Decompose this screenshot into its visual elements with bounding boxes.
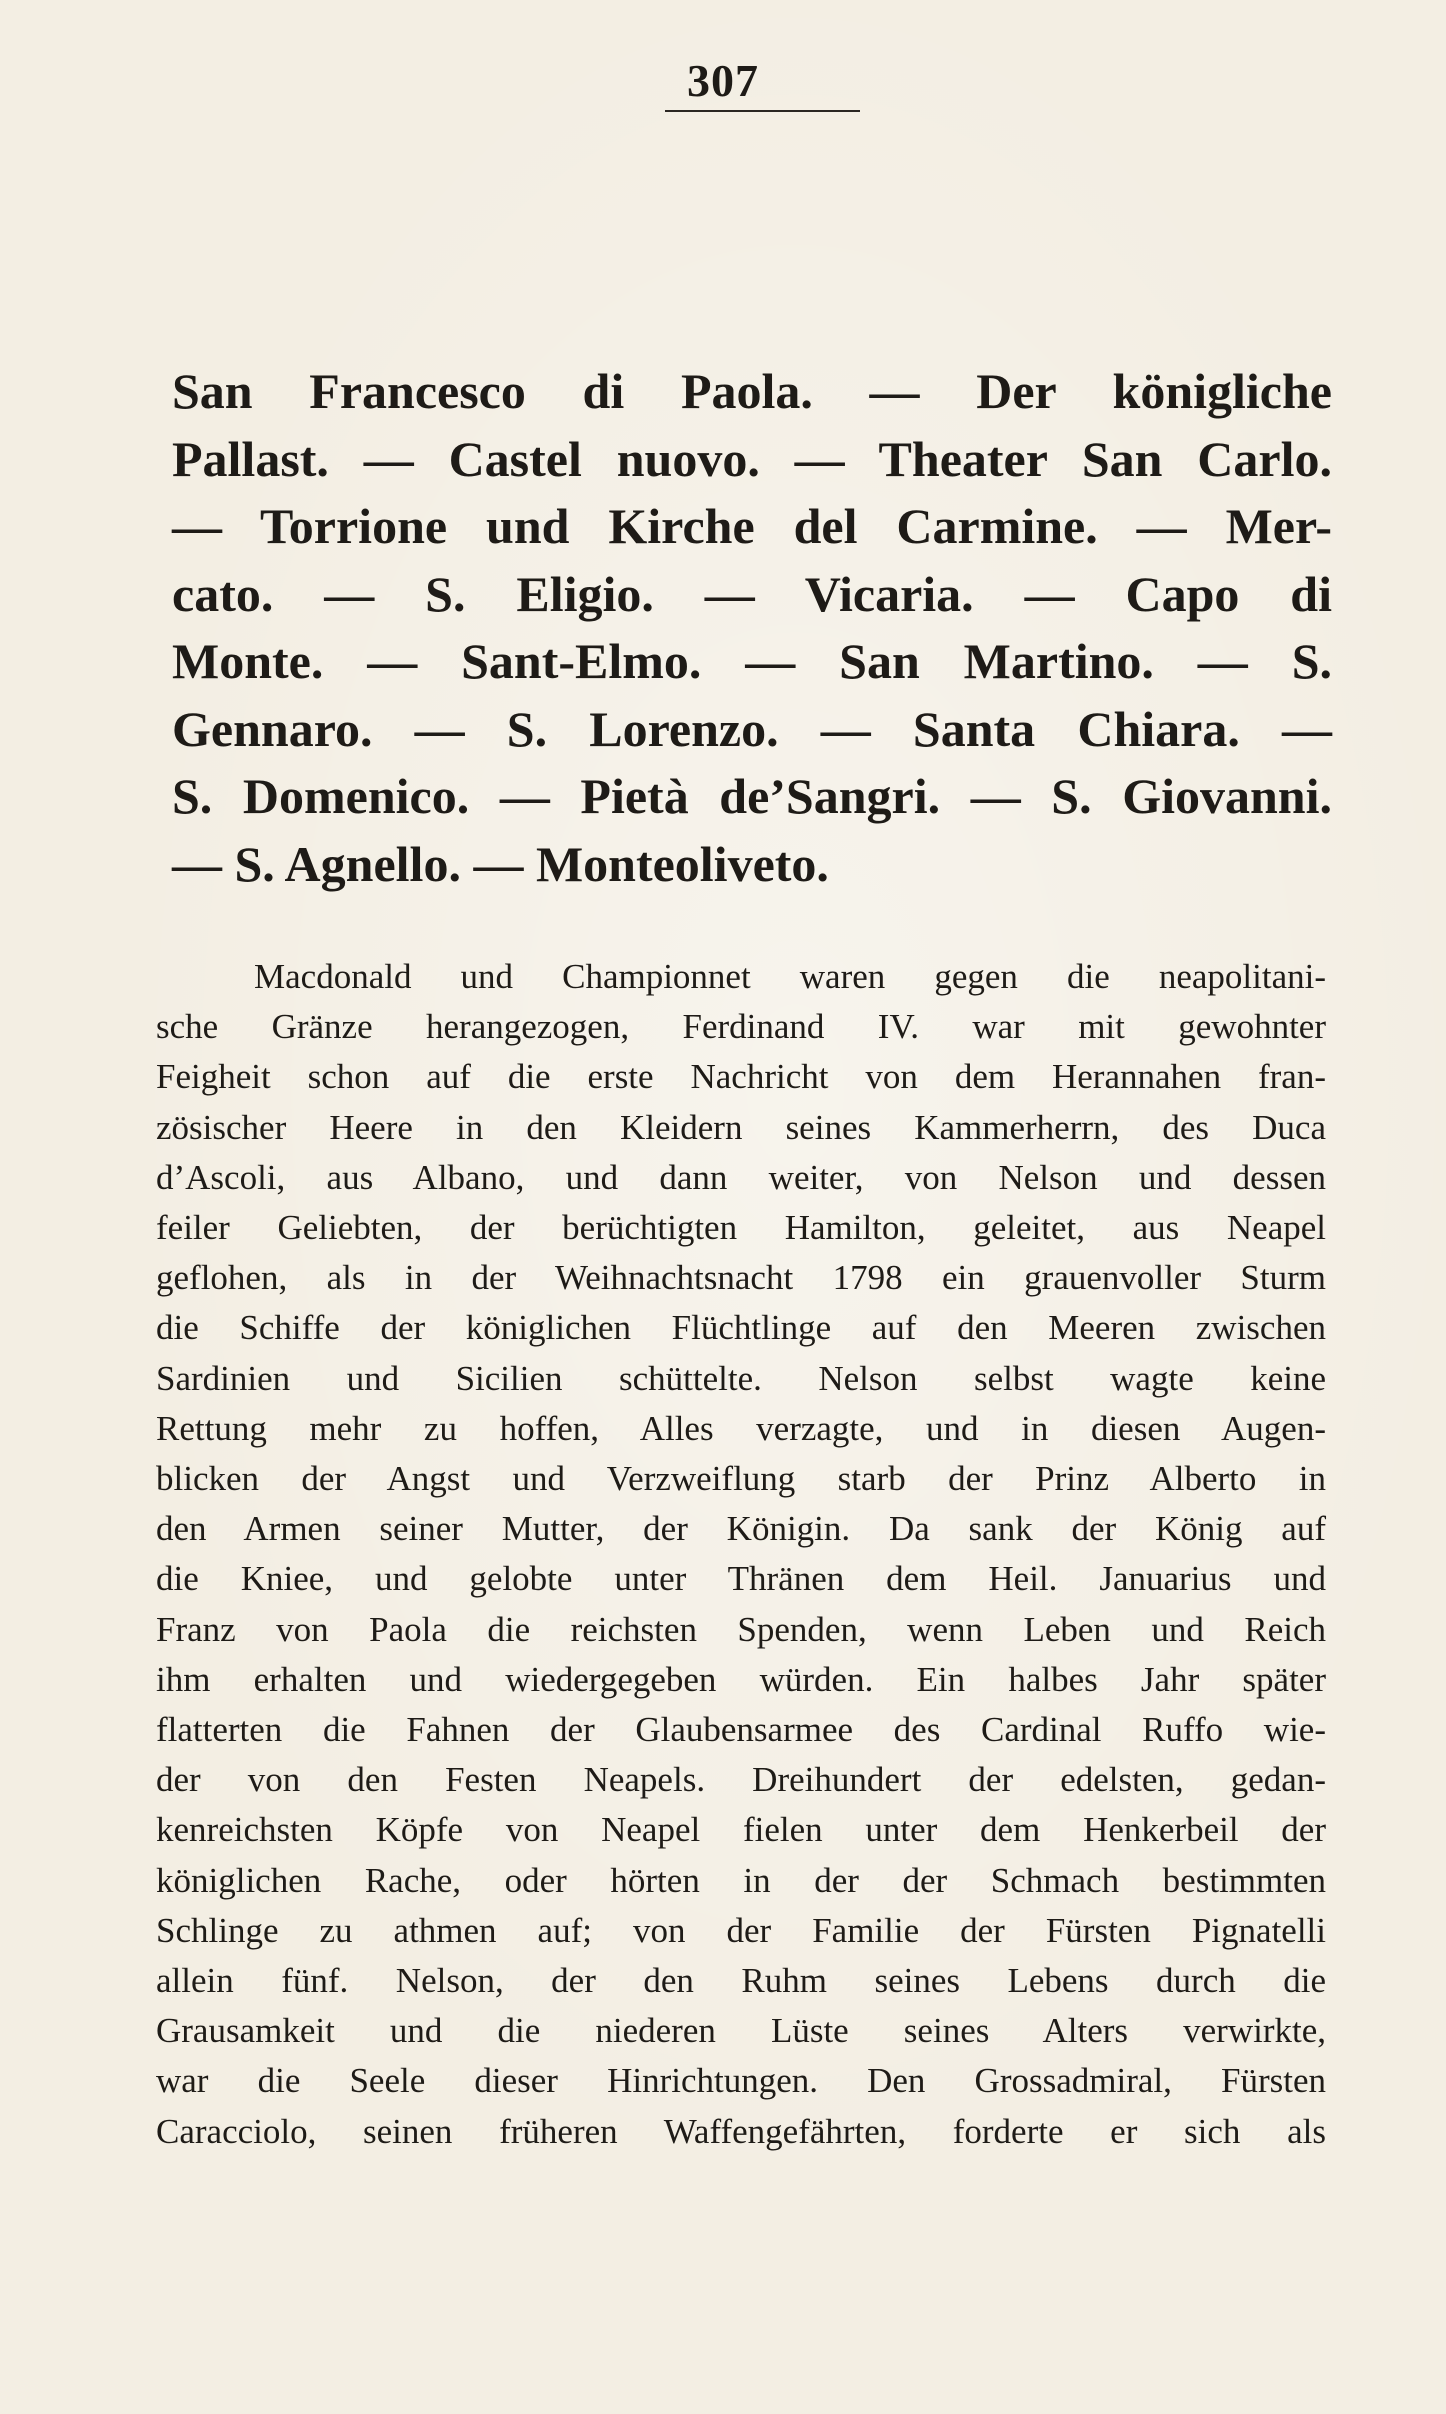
- page-number: 307: [687, 55, 759, 106]
- body-line: d’Ascoli, aus Albano, und dann weiter, von Nelson und dessen: [156, 1157, 1326, 1197]
- body-line: Schlinge zu athmen auf; von der Familie der Fürsten Pignatelli: [156, 1910, 1326, 1950]
- body-line: königlichen Rache, oder hörten in der der Schmach bestimmten: [156, 1860, 1326, 1900]
- heading-line: Monte. — Sant-Elmo. — San Martino. — S.: [172, 633, 1332, 689]
- body-line: zösischer Heere in den Kleidern seines Kammerherrn, des Duca: [156, 1107, 1326, 1147]
- heading-line: San Francesco di Paola. — Der königliche: [172, 363, 1332, 419]
- body-line: sche Gränze herangezogen, Ferdinand IV. war mit gewohnter: [156, 1007, 1326, 1047]
- body-line: Grausamkeit und die niederen Lüste seines Alters verwirkte,: [156, 2011, 1326, 2051]
- body-line: war die Seele dieser Hinrichtungen. Den Grossadmiral, Fürsten: [156, 2061, 1326, 2101]
- body-line: ihm erhalten und wiedergegeben würden. Ein halbes Jahr später: [156, 1659, 1326, 1699]
- body-line: Sardinien und Sicilien schüttelte. Nelson selbst wagte keine: [156, 1358, 1326, 1398]
- body-line: die Schiffe der königlichen Flüchtlinge auf den Meeren zwischen: [156, 1308, 1326, 1348]
- body-line: geflohen, als in der Weihnachtsnacht 1798 ein grauenvoller Sturm: [156, 1258, 1326, 1298]
- heading-line: cato. — S. Eligio. — Vicaria. — Capo di: [172, 565, 1332, 622]
- page-number-rule: [665, 110, 860, 112]
- body-paragraph: [156, 952, 1326, 2157]
- body-line: Rettung mehr zu hoffen, Alles verzagte, und in diesen Augen-: [156, 1408, 1326, 1448]
- body-line: den Armen seiner Mutter, der Königin. Da sank der König auf: [156, 1509, 1326, 1549]
- heading-line: Gennaro. — S. Lorenzo. — Santa Chiara. —: [172, 700, 1332, 757]
- body-line: Caracciolo, seinen früheren Waffengefährten, forderte er sich als: [156, 2111, 1326, 2151]
- chapter-heading: [172, 358, 1332, 898]
- body-line: Franz von Paola die reichsten Spenden, wenn Leben und Reich: [156, 1609, 1326, 1649]
- body-line: flatterten die Fahnen der Glaubensarmee des Cardinal Ruffo wie-: [156, 1710, 1326, 1750]
- body-line: allein fünf. Nelson, der den Ruhm seines Lebens durch die: [156, 1961, 1326, 2001]
- body-line: feiler Geliebten, der berüchtigten Hamilton, geleitet, aus Neapel: [156, 1208, 1326, 1248]
- heading-line: — Torrione und Kirche del Carmine. — Mer-: [172, 498, 1332, 554]
- body-line: Macdonald und Championnet waren gegen die neapolitani-: [254, 957, 1326, 996]
- body-line: kenreichsten Köpfe von Neapel fielen unter dem Henkerbeil der: [156, 1810, 1326, 1850]
- heading-line: — S. Agnello. — Monteoliveto.: [172, 835, 829, 892]
- body-line: blicken der Angst und Verzweiflung starb der Prinz Alberto in: [156, 1459, 1326, 1499]
- heading-line: Pallast. — Castel nuovo. — Theater San Carlo.: [172, 430, 1332, 487]
- body-line: die Kniee, und gelobte unter Thränen dem Heil. Januarius und: [156, 1559, 1326, 1599]
- heading-line: S. Domenico. — Pietà de’Sangri. — S. Giovanni.: [172, 768, 1332, 824]
- body-line: der von den Festen Neapels. Dreihundert der edelsten, gedan-: [156, 1760, 1326, 1800]
- body-line: Feigheit schon auf die erste Nachricht von dem Herannahen fran-: [156, 1057, 1326, 1097]
